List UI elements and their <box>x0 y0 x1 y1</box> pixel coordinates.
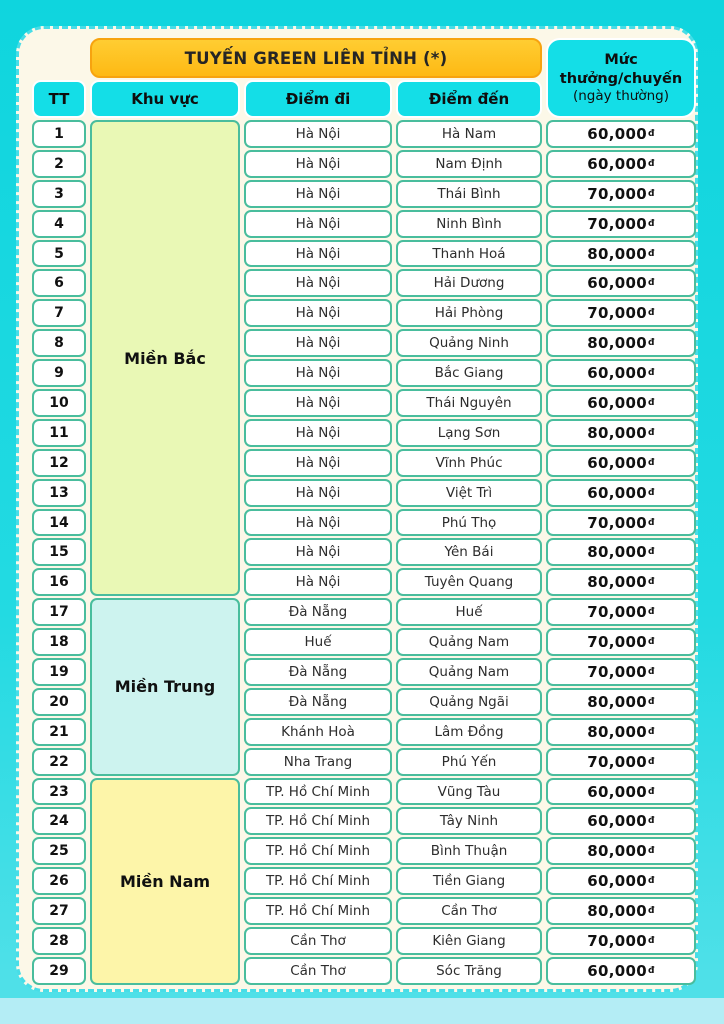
row-number: 16 <box>32 568 86 596</box>
row-from: Đà Nẵng <box>244 598 392 626</box>
row-from: TP. Hồ Chí Minh <box>244 778 392 806</box>
row-price: 60,000 đ <box>546 359 696 387</box>
row-to: Hải Dương <box>396 269 542 297</box>
row-to: Vũng Tàu <box>396 778 542 806</box>
column-header-from: Điểm đi <box>244 80 392 118</box>
row-from: TP. Hồ Chí Minh <box>244 897 392 925</box>
row-price: 60,000 đ <box>546 957 696 985</box>
row-price: 70,000 đ <box>546 598 696 626</box>
row-number: 29 <box>32 957 86 985</box>
row-to: Phú Thọ <box>396 509 542 537</box>
column-header-to: Điểm đến <box>396 80 542 118</box>
price-column-header <box>546 38 696 118</box>
row-to: Tuyên Quang <box>396 568 542 596</box>
row-number: 4 <box>32 210 86 238</box>
column-header-tt: TT <box>32 80 86 118</box>
row-price: 80,000 đ <box>546 419 696 447</box>
row-to: Hải Phòng <box>396 299 542 327</box>
row-price: 60,000 đ <box>546 120 696 148</box>
row-number: 12 <box>32 449 86 477</box>
row-from: Hà Nội <box>244 180 392 208</box>
row-price: 70,000 đ <box>546 509 696 537</box>
row-price: 70,000 đ <box>546 748 696 776</box>
row-from: Khánh Hoà <box>244 718 392 746</box>
table-grid <box>32 38 696 985</box>
row-number: 9 <box>32 359 86 387</box>
price-header-line2: (ngày thường) <box>572 87 669 104</box>
row-from: TP. Hồ Chí Minh <box>244 807 392 835</box>
row-from: TP. Hồ Chí Minh <box>244 837 392 865</box>
region-cell: Miền Bắc <box>90 120 240 596</box>
row-number: 7 <box>32 299 86 327</box>
row-price: 60,000 đ <box>546 150 696 178</box>
row-to: Thái Nguyên <box>396 389 542 417</box>
row-number: 14 <box>32 509 86 537</box>
region-cell: Miền Nam <box>90 778 240 985</box>
row-price: 70,000 đ <box>546 299 696 327</box>
row-to: Thái Bình <box>396 180 542 208</box>
row-price: 70,000 đ <box>546 210 696 238</box>
row-to: Tây Ninh <box>396 807 542 835</box>
row-price: 70,000 đ <box>546 658 696 686</box>
row-to: Việt Trì <box>396 479 542 507</box>
row-to: Ninh Bình <box>396 210 542 238</box>
row-number: 13 <box>32 479 86 507</box>
row-to: Phú Yến <box>396 748 542 776</box>
row-to: Quảng Nam <box>396 628 542 656</box>
row-price: 80,000 đ <box>546 837 696 865</box>
row-price: 60,000 đ <box>546 449 696 477</box>
row-to: Quảng Ninh <box>396 329 542 357</box>
row-to: Quảng Nam <box>396 658 542 686</box>
row-number: 26 <box>32 867 86 895</box>
row-to: Lạng Sơn <box>396 419 542 447</box>
row-number: 10 <box>32 389 86 417</box>
row-price: 80,000 đ <box>546 897 696 925</box>
row-price: 80,000 đ <box>546 240 696 268</box>
row-to: Tiền Giang <box>396 867 542 895</box>
row-price: 80,000 đ <box>546 538 696 566</box>
row-from: Hà Nội <box>244 329 392 357</box>
bottom-strip <box>0 998 724 1024</box>
row-from: Hà Nội <box>244 150 392 178</box>
row-number: 11 <box>32 419 86 447</box>
row-number: 8 <box>32 329 86 357</box>
row-from: Hà Nội <box>244 389 392 417</box>
row-from: Hà Nội <box>244 240 392 268</box>
row-price: 60,000 đ <box>546 269 696 297</box>
row-number: 28 <box>32 927 86 955</box>
row-to: Quảng Ngãi <box>396 688 542 716</box>
row-from: TP. Hồ Chí Minh <box>244 867 392 895</box>
row-to: Thanh Hoá <box>396 240 542 268</box>
row-price: 80,000 đ <box>546 568 696 596</box>
row-from: Hà Nội <box>244 449 392 477</box>
row-number: 18 <box>32 628 86 656</box>
row-from: Hà Nội <box>244 538 392 566</box>
row-from: Đà Nẵng <box>244 658 392 686</box>
row-from: Hà Nội <box>244 269 392 297</box>
row-to: Bắc Giang <box>396 359 542 387</box>
row-from: Hà Nội <box>244 568 392 596</box>
row-to: Lâm Đồng <box>396 718 542 746</box>
row-from: Nha Trang <box>244 748 392 776</box>
row-price: 60,000 đ <box>546 807 696 835</box>
row-price: 80,000 đ <box>546 688 696 716</box>
row-number: 21 <box>32 718 86 746</box>
row-price: 70,000 đ <box>546 180 696 208</box>
row-from: Cần Thơ <box>244 927 392 955</box>
row-number: 19 <box>32 658 86 686</box>
row-to: Cần Thơ <box>396 897 542 925</box>
row-from: Hà Nội <box>244 419 392 447</box>
row-to: Hà Nam <box>396 120 542 148</box>
row-price: 80,000 đ <box>546 718 696 746</box>
row-price: 80,000 đ <box>546 329 696 357</box>
row-to: Vĩnh Phúc <box>396 449 542 477</box>
row-number: 1 <box>32 120 86 148</box>
row-to: Huế <box>396 598 542 626</box>
row-number: 17 <box>32 598 86 626</box>
row-to: Yên Bái <box>396 538 542 566</box>
row-number: 3 <box>32 180 86 208</box>
row-price: 70,000 đ <box>546 927 696 955</box>
row-number: 2 <box>32 150 86 178</box>
row-to: Sóc Trăng <box>396 957 542 985</box>
row-from: Huế <box>244 628 392 656</box>
row-from: Hà Nội <box>244 299 392 327</box>
row-number: 25 <box>32 837 86 865</box>
row-number: 6 <box>32 269 86 297</box>
row-from: Hà Nội <box>244 479 392 507</box>
table-title: TUYẾN GREEN LIÊN TỈNH (*) <box>90 38 542 78</box>
row-number: 27 <box>32 897 86 925</box>
row-to: Nam Định <box>396 150 542 178</box>
row-from: Hà Nội <box>244 210 392 238</box>
row-from: Đà Nẵng <box>244 688 392 716</box>
region-cell: Miền Trung <box>90 598 240 775</box>
price-header-line1: Mức thưởng/chuyến <box>559 52 683 87</box>
row-from: Hà Nội <box>244 120 392 148</box>
row-from: Cần Thơ <box>244 957 392 985</box>
row-price: 60,000 đ <box>546 479 696 507</box>
row-to: Kiên Giang <box>396 927 542 955</box>
row-number: 20 <box>32 688 86 716</box>
column-header-region: Khu vực <box>90 80 240 118</box>
row-from: Hà Nội <box>244 359 392 387</box>
row-number: 23 <box>32 778 86 806</box>
row-number: 22 <box>32 748 86 776</box>
row-price: 60,000 đ <box>546 867 696 895</box>
row-price: 70,000 đ <box>546 628 696 656</box>
row-price: 60,000 đ <box>546 778 696 806</box>
row-from: Hà Nội <box>244 509 392 537</box>
row-number: 24 <box>32 807 86 835</box>
row-price: 60,000 đ <box>546 389 696 417</box>
row-to: Bình Thuận <box>396 837 542 865</box>
row-number: 5 <box>32 240 86 268</box>
row-number: 15 <box>32 538 86 566</box>
